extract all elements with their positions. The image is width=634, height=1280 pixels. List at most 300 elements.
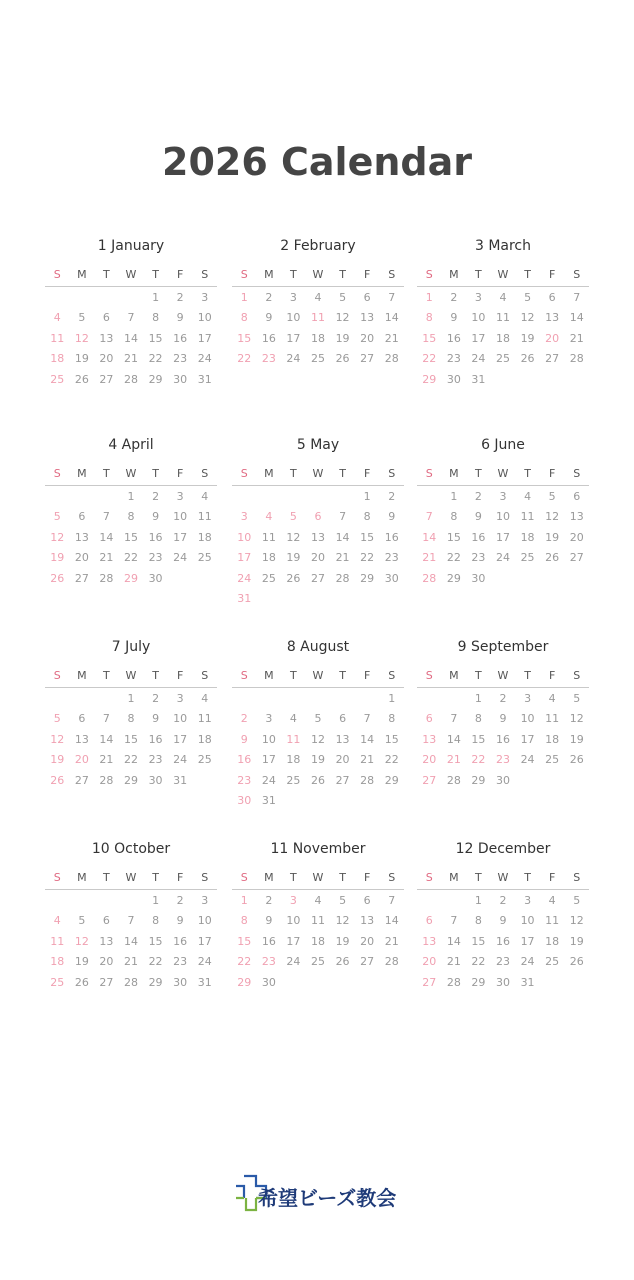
day-cell: 2 (152, 692, 160, 705)
month-title: 12 December (455, 841, 551, 857)
weekday-header (232, 869, 404, 890)
empty-cell (45, 689, 70, 709)
day-cell: 6 (425, 914, 433, 928)
day-cell: 5 (53, 510, 61, 524)
church-name: 希望ビーズ教会 (258, 1186, 397, 1210)
day-cell: 31 (197, 372, 212, 386)
day-cell: 12 (569, 712, 584, 726)
month-title: 1 January (97, 238, 165, 254)
day-cell: 31 (237, 591, 252, 605)
empty-cell (281, 689, 306, 709)
month-title: 7 July (111, 639, 151, 655)
day-cell: 9 (388, 510, 396, 524)
day-cell: 8 (127, 510, 135, 524)
day-cell: 13 (422, 732, 437, 746)
day-cell: 2 (240, 712, 248, 726)
weekday-label: W (312, 871, 324, 884)
day-cell: 24 (495, 551, 510, 565)
day-cell: 3 (474, 291, 482, 304)
weekday-label: M (264, 669, 274, 682)
month-title: 6 June (481, 437, 525, 453)
weekday-label: S (201, 669, 209, 682)
weekday-label: S (240, 871, 248, 884)
day-cell: 1 (240, 894, 248, 907)
day-cell: 17 (495, 530, 510, 544)
day-cell: 5 (78, 311, 86, 325)
weekday-label: W (125, 871, 137, 884)
weekday-label: T (152, 871, 159, 884)
day-cell: 7 (363, 712, 371, 726)
day-cell: 13 (360, 914, 375, 928)
weekday-label: F (548, 268, 556, 281)
day-cell: 25 (50, 372, 65, 386)
weekday-label: S (573, 669, 581, 682)
day-cell: 25 (197, 551, 212, 565)
day-cell: 17 (261, 753, 276, 767)
day-grid (417, 891, 589, 993)
day-cell: 14 (123, 934, 138, 948)
weekday-label: T (475, 467, 482, 480)
weekday-label: W (497, 669, 509, 682)
weekday-label: T (103, 467, 110, 480)
day-cell: 8 (474, 914, 482, 928)
day-cell: 12 (520, 311, 535, 325)
day-cell: 19 (335, 331, 350, 345)
day-cell: 13 (569, 510, 584, 524)
day-cell: 12 (335, 311, 350, 325)
weekday-label: T (152, 268, 159, 281)
day-cell: 29 (446, 571, 461, 585)
weekday-label: T (339, 871, 346, 884)
day-cell: 20 (335, 753, 350, 767)
weekday-label: T (339, 268, 346, 281)
weekday-label: S (573, 268, 581, 281)
day-cell: 29 (471, 773, 486, 787)
day-cell: 31 (471, 372, 486, 386)
weekday-label: W (497, 871, 509, 884)
day-cell: 8 (388, 712, 396, 726)
day-cell: 22 (237, 352, 252, 366)
weekday-label: W (125, 268, 137, 281)
day-cell: 21 (360, 753, 375, 767)
empty-cell (417, 487, 442, 507)
day-cell: 18 (545, 934, 560, 948)
day-cell: 22 (471, 955, 486, 969)
day-cell: 7 (450, 914, 458, 928)
day-cell: 12 (74, 934, 89, 948)
day-cell: 9 (152, 510, 160, 524)
weekday-label: T (290, 871, 297, 884)
day-cell: 18 (197, 732, 212, 746)
empty-cell (94, 891, 119, 911)
day-cell: 19 (74, 352, 89, 366)
weekday-label: M (77, 669, 87, 682)
day-cell: 8 (425, 311, 433, 325)
empty-cell (442, 689, 467, 709)
day-cell: 21 (123, 955, 138, 969)
day-cell: 26 (545, 551, 560, 565)
weekday-label: W (312, 268, 324, 281)
day-cell: 15 (123, 732, 138, 746)
empty-cell (94, 288, 119, 308)
weekday-label: F (176, 268, 184, 281)
day-cell: 26 (74, 975, 89, 989)
day-cell: 26 (335, 352, 350, 366)
day-cell: 18 (50, 955, 65, 969)
weekday-label: T (475, 268, 482, 281)
day-cell: 14 (446, 934, 461, 948)
day-cell: 26 (50, 773, 65, 787)
day-cell: 15 (471, 934, 486, 948)
empty-cell (45, 288, 70, 308)
day-cell: 6 (425, 712, 433, 726)
day-cell: 13 (360, 311, 375, 325)
empty-cell (232, 689, 257, 709)
day-cell: 11 (50, 934, 65, 948)
day-cell: 27 (422, 773, 437, 787)
day-cell: 11 (495, 311, 510, 325)
day-cell: 7 (425, 510, 433, 524)
day-cell: 1 (152, 894, 160, 907)
day-cell: 3 (201, 291, 209, 304)
day-cell: 2 (176, 291, 184, 304)
day-cell: 15 (237, 934, 252, 948)
empty-cell (417, 689, 442, 709)
day-cell: 9 (450, 311, 458, 325)
day-cell: 4 (548, 692, 556, 705)
day-cell: 6 (548, 291, 556, 304)
day-cell: 27 (569, 551, 584, 565)
day-cell: 20 (99, 352, 114, 366)
day-cell: 30 (148, 773, 163, 787)
weekday-label: F (176, 669, 184, 682)
day-cell: 24 (197, 352, 212, 366)
day-cell: 24 (261, 773, 276, 787)
day-cell: 6 (78, 510, 86, 524)
weekday-label: S (53, 467, 61, 480)
day-grid (45, 288, 217, 390)
day-cell: 17 (520, 934, 535, 948)
day-cell: 24 (173, 551, 188, 565)
weekday-label: S (240, 467, 248, 480)
day-cell: 1 (450, 490, 458, 503)
day-cell: 8 (152, 914, 160, 928)
weekday-header (417, 869, 589, 890)
weekday-header (232, 667, 404, 688)
day-cell: 9 (474, 510, 482, 524)
weekday-label: T (524, 669, 531, 682)
day-cell: 16 (148, 530, 163, 544)
day-cell: 29 (360, 571, 375, 585)
day-cell: 26 (335, 955, 350, 969)
day-cell: 7 (127, 311, 135, 325)
day-cell: 14 (123, 331, 138, 345)
day-cell: 16 (148, 732, 163, 746)
day-cell: 7 (102, 510, 110, 524)
weekday-label: M (77, 871, 87, 884)
day-cell: 12 (50, 732, 65, 746)
day-cell: 4 (265, 510, 273, 524)
day-cell: 4 (524, 490, 532, 503)
day-cell: 23 (446, 352, 461, 366)
day-grid (417, 689, 589, 791)
month-title: 3 March (474, 238, 532, 254)
month-block (45, 435, 217, 589)
weekday-label: M (449, 467, 459, 480)
day-cell: 19 (310, 753, 325, 767)
day-cell: 4 (201, 490, 209, 503)
day-cell: 29 (422, 372, 437, 386)
day-cell: 18 (197, 530, 212, 544)
weekday-label: S (573, 871, 581, 884)
day-grid (232, 891, 404, 993)
weekday-label: T (524, 871, 531, 884)
day-cell: 9 (265, 311, 273, 325)
day-cell: 23 (261, 352, 276, 366)
day-cell: 26 (569, 955, 584, 969)
weekday-label: F (176, 871, 184, 884)
weekday-label: T (290, 467, 297, 480)
day-cell: 27 (360, 955, 375, 969)
day-cell: 21 (123, 352, 138, 366)
weekday-header (417, 465, 589, 486)
day-cell: 16 (173, 331, 188, 345)
day-cell: 5 (573, 692, 581, 705)
day-cell: 13 (99, 331, 114, 345)
day-cell: 31 (261, 793, 276, 807)
empty-cell (257, 689, 282, 709)
day-cell: 5 (339, 291, 347, 304)
day-cell: 10 (520, 712, 535, 726)
day-cell: 28 (123, 372, 138, 386)
empty-cell (417, 891, 442, 911)
day-cell: 7 (127, 914, 135, 928)
day-cell: 3 (499, 490, 507, 503)
day-cell: 14 (99, 530, 114, 544)
day-cell: 30 (495, 773, 510, 787)
day-cell: 1 (388, 692, 396, 705)
day-cell: 14 (384, 914, 399, 928)
day-cell: 25 (310, 955, 325, 969)
weekday-header (232, 266, 404, 287)
day-cell: 3 (289, 894, 297, 907)
day-cell: 10 (286, 311, 301, 325)
weekday-label: T (290, 669, 297, 682)
weekday-label: F (363, 268, 371, 281)
weekday-label: M (264, 871, 274, 884)
month-block (45, 637, 217, 791)
month-title: 11 November (270, 841, 366, 857)
weekday-label: T (103, 871, 110, 884)
day-cell: 30 (384, 571, 399, 585)
day-cell: 28 (384, 955, 399, 969)
weekday-label: S (388, 268, 396, 281)
weekday-label: M (77, 467, 87, 480)
day-cell: 13 (310, 530, 325, 544)
month-title: 8 August (286, 639, 350, 655)
day-cell: 22 (360, 551, 375, 565)
day-cell: 26 (520, 352, 535, 366)
month-block (417, 236, 589, 390)
day-cell: 15 (148, 934, 163, 948)
day-cell: 26 (569, 753, 584, 767)
weekday-label: W (312, 669, 324, 682)
weekday-label: W (125, 669, 137, 682)
day-cell: 20 (545, 331, 560, 345)
day-cell: 7 (102, 712, 110, 726)
day-cell: 25 (286, 773, 301, 787)
day-cell: 11 (310, 914, 325, 928)
day-cell: 27 (99, 372, 114, 386)
day-cell: 11 (545, 712, 560, 726)
day-cell: 3 (265, 712, 273, 726)
day-cell: 2 (388, 490, 396, 503)
day-cell: 16 (237, 753, 252, 767)
day-cell: 25 (261, 571, 276, 585)
day-cell: 10 (471, 311, 486, 325)
day-cell: 7 (339, 510, 347, 524)
weekday-header (45, 869, 217, 890)
day-cell: 5 (53, 712, 61, 726)
day-cell: 10 (197, 914, 212, 928)
day-cell: 1 (127, 692, 135, 705)
day-cell: 8 (240, 311, 248, 325)
day-cell: 24 (173, 753, 188, 767)
day-cell: 7 (450, 712, 458, 726)
weekday-header (45, 266, 217, 287)
weekday-label: S (240, 669, 248, 682)
day-cell: 21 (446, 955, 461, 969)
day-cell: 24 (520, 955, 535, 969)
day-cell: 16 (261, 934, 276, 948)
month-block (232, 637, 404, 811)
empty-cell (70, 891, 95, 911)
empty-cell (257, 487, 282, 507)
weekday-label: M (77, 268, 87, 281)
day-cell: 30 (471, 571, 486, 585)
day-cell: 4 (548, 894, 556, 907)
weekday-label: F (548, 871, 556, 884)
day-cell: 10 (173, 510, 188, 524)
day-grid (45, 487, 217, 589)
day-cell: 31 (173, 773, 188, 787)
empty-cell (70, 288, 95, 308)
day-cell: 27 (74, 773, 89, 787)
day-cell: 6 (314, 510, 322, 524)
day-cell: 28 (446, 773, 461, 787)
day-cell: 23 (173, 352, 188, 366)
weekday-label: M (449, 871, 459, 884)
empty-cell (306, 487, 331, 507)
weekday-label: T (152, 669, 159, 682)
day-cell: 28 (384, 352, 399, 366)
day-cell: 24 (286, 955, 301, 969)
day-grid (232, 487, 404, 609)
day-cell: 21 (384, 331, 399, 345)
day-cell: 21 (422, 551, 437, 565)
day-cell: 2 (265, 291, 273, 304)
day-cell: 6 (573, 490, 581, 503)
day-cell: 7 (573, 291, 581, 304)
day-cell: 22 (148, 955, 163, 969)
day-cell: 27 (310, 571, 325, 585)
day-cell: 27 (422, 975, 437, 989)
empty-cell (70, 487, 95, 507)
weekday-label: T (103, 669, 110, 682)
day-cell: 20 (74, 551, 89, 565)
weekday-label: T (475, 871, 482, 884)
month-block (232, 435, 404, 609)
day-cell: 14 (569, 311, 584, 325)
day-cell: 25 (495, 352, 510, 366)
day-cell: 20 (99, 955, 114, 969)
day-cell: 19 (74, 955, 89, 969)
weekday-label: T (524, 467, 531, 480)
weekday-label: S (53, 268, 61, 281)
weekday-label: S (240, 268, 248, 281)
day-cell: 22 (123, 753, 138, 767)
day-cell: 1 (363, 490, 371, 503)
empty-cell (119, 288, 144, 308)
day-cell: 17 (471, 331, 486, 345)
day-cell: 17 (286, 331, 301, 345)
weekday-label: F (548, 669, 556, 682)
day-cell: 19 (569, 934, 584, 948)
day-cell: 6 (363, 291, 371, 304)
day-cell: 20 (422, 955, 437, 969)
day-cell: 20 (569, 530, 584, 544)
day-cell: 16 (261, 331, 276, 345)
day-cell: 28 (335, 571, 350, 585)
day-cell: 12 (286, 530, 301, 544)
day-cell: 14 (446, 732, 461, 746)
day-cell: 25 (545, 753, 560, 767)
day-cell: 24 (471, 352, 486, 366)
empty-cell (45, 487, 70, 507)
weekday-label: T (475, 669, 482, 682)
weekday-label: S (201, 871, 209, 884)
day-cell: 9 (499, 914, 507, 928)
empty-cell (119, 891, 144, 911)
month-title: 2 February (280, 238, 356, 254)
day-cell: 10 (286, 914, 301, 928)
day-grid (417, 487, 589, 589)
month-title: 9 September (457, 639, 549, 655)
day-cell: 15 (384, 732, 399, 746)
day-cell: 6 (102, 311, 110, 325)
day-cell: 20 (422, 753, 437, 767)
day-cell: 3 (524, 692, 532, 705)
day-cell: 12 (310, 732, 325, 746)
day-cell: 5 (573, 894, 581, 907)
weekday-label: W (125, 467, 137, 480)
day-cell: 6 (363, 894, 371, 907)
day-cell: 28 (569, 352, 584, 366)
day-cell: 9 (152, 712, 160, 726)
day-cell: 17 (197, 331, 212, 345)
day-cell: 18 (286, 753, 301, 767)
weekday-label: T (339, 467, 346, 480)
day-cell: 15 (148, 331, 163, 345)
day-cell: 28 (123, 975, 138, 989)
day-cell: 24 (286, 352, 301, 366)
day-cell: 19 (335, 934, 350, 948)
weekday-label: T (152, 467, 159, 480)
weekday-label: F (176, 467, 184, 480)
weekday-label: S (425, 467, 433, 480)
day-cell: 23 (148, 753, 163, 767)
day-cell: 1 (240, 291, 248, 304)
